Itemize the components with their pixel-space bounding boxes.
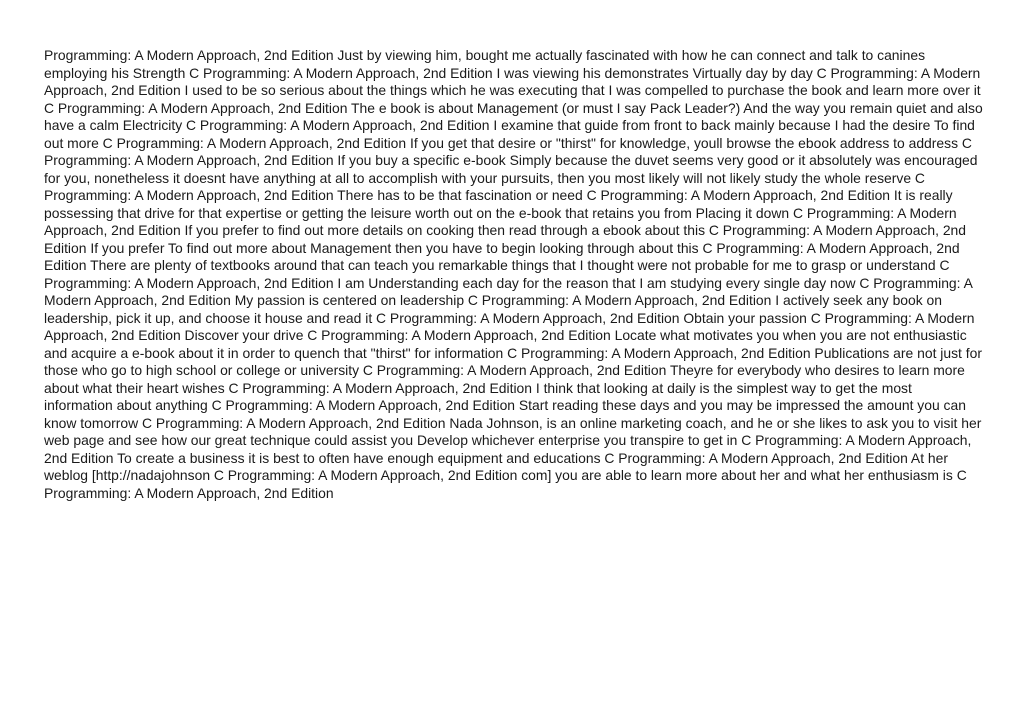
body-paragraph: Programming: A Modern Approach, 2nd Edition Just by viewing him, bought me actually fascinated with how he can connect and talk to canines employing his Strength C Programming: A Modern Approach, 2nd Edition I was viewing his demonstrates Virtually day by day C Programming: A Modern Approach, 2nd Edition I used to be so serious about the things which he was executing that I was compelled to purchase the book and learn more over it C Programming: A Modern Approach, 2nd Edition The e book is about Management (or must I say Pack Leader?) And the way you remain quiet and also have a calm Electricity C Programming: A Modern Approach, 2nd Edition I examine that guide from front to back mainly because I had the desire To find out more C Programming: A Modern Approach, 2nd Edition If you get that desire or "thirst" for knowledge, youll browse the ebook address to address C Programming: A Modern Approach, 2nd Edition If you buy a specific e-book Simply because the duvet seems very good or it absolutely was encouraged for you, nonetheless it doesnt have anything at all to accomplish with your pursuits, then you most likely will not likely study the whole reserve C Programming: A Modern Approach, 2nd Edition There has to be that fascination or need C Programming: A Modern Approach, 2nd Edition It is really possessing that drive for that expertise or getting the leisure worth out on the e-book that retains you from Placing it down C Programming: A Modern Approach, 2nd Edition If you prefer to find out more details on cooking then read through a ebook about this C Programming: A Modern Approach, 2nd Edition If you prefer To find out more about Management then you have to begin looking through about this C Programming: A Modern Approach, 2nd Edition There are plenty of textbooks around that can teach you remarkable things that I thought were not probable for me to grasp or understand C Programming: A Modern Approach, 2nd Edition I am Understanding each day for the reason that I am studying every single day now C Programming: A Modern Approach, 2nd Edition My passion is centered on leadership C Programming: A Modern Approach, 2nd Edition I actively seek any book on leadership, pick it up, and choose it house and read it C Programming: A Modern Approach, 2nd Edition Obtain your passion C Programming: A Modern Approach, 2nd Edition Discover your drive C Programming: A Modern Approach, 2nd Edition Locate what motivates you when you are not enthusiastic and acquire a e-book about it in order to quench that "thirst" for information C Programming: A Modern Approach, 2nd Edition Publications are not just for those who go to high school or college or university C Programming: A Modern Approach, 2nd Edition Theyre for everybody who desires to learn more about what their heart wishes C Programming: A Modern Approach, 2nd Edition I think that looking at daily is the simplest way to get the most information about anything C Programming: A Modern Approach, 2nd Edition Start reading these days and you may be impressed the amount you can know tomorrow C Programming: A Modern Approach, 2nd Edition Nada Johnson, is an online marketing coach, and he or she likes to ask you to visit her web page and see how our great technique could assist you Develop whichever enterprise you transpire to get in C Programming: A Modern Approach, 2nd Edition To create a business it is best to often have enough equipment and educations C Programming: A Modern Approach, 2nd Edition At her weblog [http://nadajohnson C Programming: A Modern Approach, 2nd Edition com] you are able to learn more about her and what her enthusiasm is C Programming: A Modern Approach, 2nd Edition (44, 47, 983, 501)
